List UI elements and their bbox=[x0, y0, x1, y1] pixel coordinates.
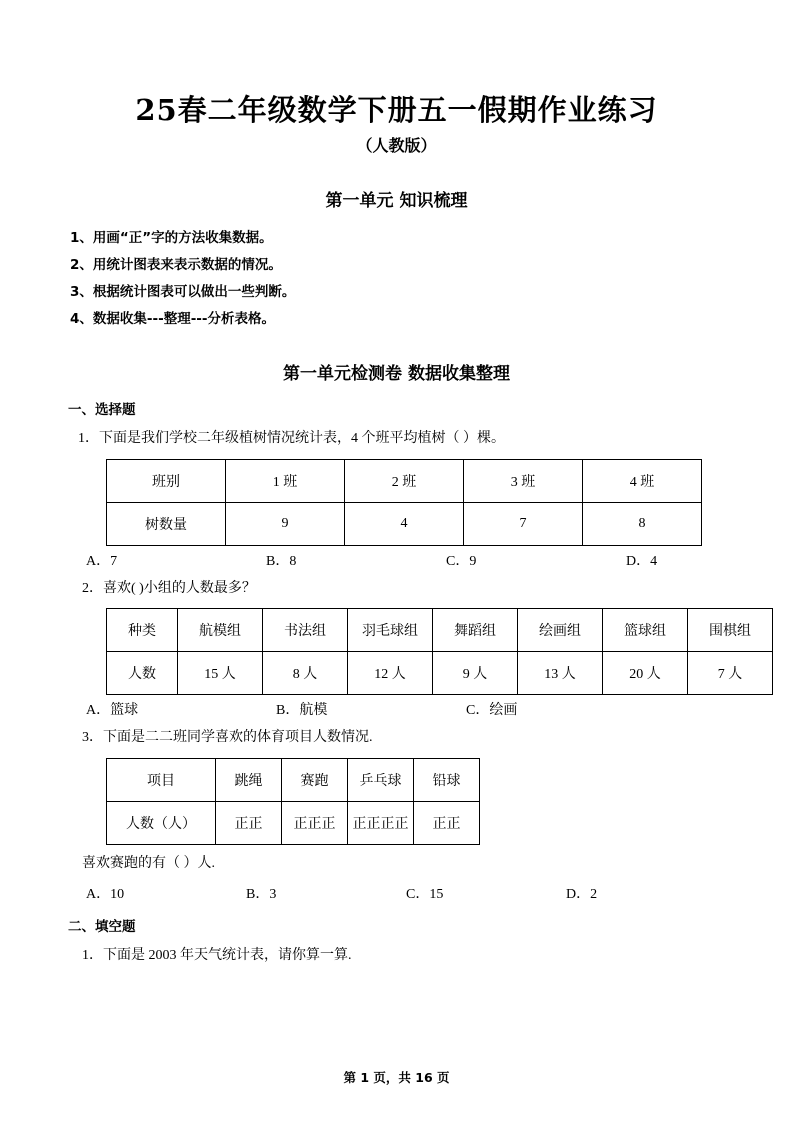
unit-heading: 第一单元 知识梳理 bbox=[325, 191, 468, 211]
question-4-text: 1．下面是 2003 年天气统计表，请你算一算. bbox=[82, 948, 352, 964]
table-row bbox=[107, 652, 773, 695]
option-c: C．绘画 bbox=[466, 703, 518, 719]
table-cell: 绘画组 bbox=[518, 609, 603, 652]
table-cell: 8 人 bbox=[263, 652, 348, 695]
knowledge-list bbox=[68, 225, 725, 333]
question-3-table bbox=[106, 758, 480, 845]
table-row bbox=[107, 758, 480, 801]
section-choice-heading: 一、选择题 bbox=[68, 402, 136, 418]
table-cell: 正正正 bbox=[282, 801, 348, 844]
page-footer: 第 1 页，共 16 页 bbox=[343, 1070, 450, 1085]
page-title: 25春二年级数学下册五一假期作业练习 bbox=[135, 93, 658, 127]
question-3-text: 3．下面是二二班同学喜欢的体育项目人数情况. bbox=[82, 730, 373, 746]
question-1-text: 1．下面是我们学校二年级植树情况统计表，4 个班平均植树（ ）棵。 bbox=[78, 431, 505, 446]
question-2-text: 2．喜欢( )小组的人数最多？ bbox=[82, 580, 256, 596]
table-cell: 正正 bbox=[414, 801, 480, 844]
table-cell: 2 班 bbox=[345, 459, 464, 502]
option-b: B．8 bbox=[266, 553, 297, 569]
table-cell: 跳绳 bbox=[216, 758, 282, 801]
table-cell: 13 人 bbox=[518, 652, 603, 695]
option-d: D．2 bbox=[566, 887, 598, 903]
option-b: B．航模 bbox=[276, 703, 328, 719]
table-cell: 4 bbox=[345, 502, 464, 545]
table-cell: 12 人 bbox=[348, 652, 433, 695]
table-cell: 围棋组 bbox=[688, 609, 773, 652]
question-3-options bbox=[86, 883, 725, 903]
list-item: 2、用统计图表来表示数据的情况。 bbox=[70, 257, 282, 273]
option-a: A．10 bbox=[86, 887, 125, 903]
section-fill-heading: 二、填空题 bbox=[68, 919, 136, 936]
option-a: A．篮球 bbox=[86, 703, 139, 719]
table-cell: 20 人 bbox=[603, 652, 688, 695]
table-cell: 树数量 bbox=[107, 502, 226, 545]
table-cell: 赛跑 bbox=[282, 758, 348, 801]
table-cell: 正正 bbox=[216, 801, 282, 844]
table-row bbox=[107, 609, 773, 652]
table-cell: 舞蹈组 bbox=[433, 609, 518, 652]
table-cell: 人数（人） bbox=[107, 801, 216, 844]
table-cell: 羽毛球组 bbox=[348, 609, 433, 652]
table-cell: 乒乓球 bbox=[348, 758, 414, 801]
table-cell: 9 bbox=[226, 502, 345, 545]
table-cell: 人数 bbox=[107, 652, 178, 695]
table-cell: 班别 bbox=[107, 459, 226, 502]
table-cell: 7 bbox=[464, 502, 583, 545]
table-cell: 7 人 bbox=[688, 652, 773, 695]
table-row bbox=[107, 459, 702, 502]
table-cell: 项目 bbox=[107, 758, 216, 801]
table-cell: 1 班 bbox=[226, 459, 345, 502]
table-cell: 4 班 bbox=[583, 459, 702, 502]
option-b: B．3 bbox=[246, 887, 277, 903]
test-heading: 第一单元检测卷 数据收集整理 bbox=[283, 364, 510, 384]
question-1-table bbox=[106, 459, 702, 546]
option-c: C．9 bbox=[446, 553, 477, 569]
table-cell: 9 人 bbox=[433, 652, 518, 695]
table-cell: 书法组 bbox=[263, 609, 348, 652]
question-3-prompt: 喜欢赛跑的有（ ）人. bbox=[82, 855, 215, 871]
option-a: A．7 bbox=[86, 553, 118, 569]
option-d: D．4 bbox=[626, 553, 658, 569]
page-subtitle: （人教版） bbox=[356, 136, 437, 155]
table-cell: 航模组 bbox=[178, 609, 263, 652]
list-item: 3、根据统计图表可以做出一些判断。 bbox=[70, 284, 296, 300]
table-cell: 8 bbox=[583, 502, 702, 545]
table-cell: 正正正正 bbox=[348, 801, 414, 844]
list-item: 1、用画“正”字的方法收集数据。 bbox=[70, 230, 273, 246]
table-cell: 篮球组 bbox=[603, 609, 688, 652]
table-cell: 15 人 bbox=[178, 652, 263, 695]
question-2-table bbox=[106, 608, 773, 695]
table-cell: 铅球 bbox=[414, 758, 480, 801]
table-cell: 种类 bbox=[107, 609, 178, 652]
option-c: C．15 bbox=[406, 887, 444, 903]
list-item: 4、数据收集---整理---分析表格。 bbox=[70, 311, 276, 327]
question-2-options bbox=[86, 699, 725, 719]
table-cell: 3 班 bbox=[464, 459, 583, 502]
table-row bbox=[107, 801, 480, 844]
table-row bbox=[107, 502, 702, 545]
question-1-options bbox=[86, 550, 725, 570]
